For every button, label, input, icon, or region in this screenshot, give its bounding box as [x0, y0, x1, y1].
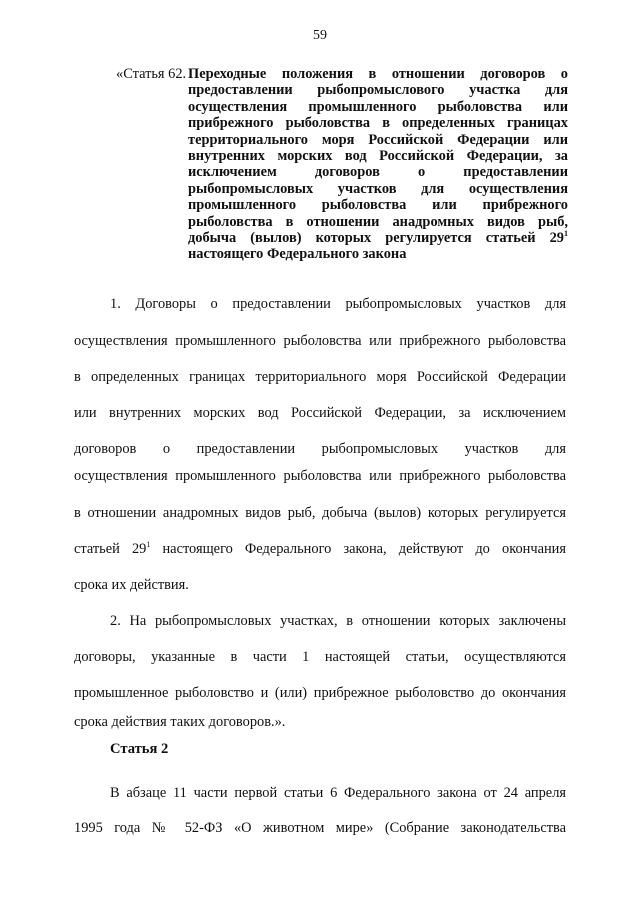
paragraph-1-line: срока их действия. — [74, 577, 189, 593]
paragraph-1-line: в определенных границах территориального моря Российской Федерации — [74, 369, 566, 385]
title-line — [188, 230, 568, 246]
paragraph-2-line: договоры, указанные в части 1 настоящей статьи, осуществляются — [74, 649, 566, 665]
paragraph-2-line: промышленное рыболовство и (или) прибрежное рыболовство до окончания — [74, 685, 566, 701]
article-2-line: В абзаце 11 части первой статьи 6 Федерального закона от 24 апреля — [110, 785, 566, 801]
superscript: 1 — [146, 540, 151, 550]
title-line: предоставлении рыбопромыслового участка для — [188, 82, 568, 99]
paragraph-1-line: договоров о предоставлении рыбопромысловых участков для — [74, 441, 566, 457]
title-line: исключением договоров о предоставлении — [188, 164, 568, 181]
article-62-lead: «Статья 62. — [116, 66, 187, 82]
paragraph-1-line — [74, 541, 566, 558]
paragraph-1-text: статьей 29 — [74, 541, 147, 557]
title-line: промышленного рыболовства или прибрежного — [188, 197, 568, 214]
article-2-line: 1995 года № 52-ФЗ «О животном мире» (Собрание законодательства — [74, 820, 566, 836]
title-line: внутренних морских вод Российской Федерации, за — [188, 148, 568, 165]
title-line: прибрежного рыболовства в определенных границах — [188, 115, 568, 132]
paragraph-1-line: осуществления промышленного рыболовства или прибрежного рыболовства — [74, 468, 566, 484]
paragraph-1-line: осуществления промышленного рыболовства или прибрежного рыболовства — [74, 333, 566, 349]
title-line: рыболовства в отношении анадромных видов рыб, — [188, 213, 568, 230]
paragraph-1-line: в отношении анадромных видов рыб, добыча (вылов) которых регулируется — [74, 505, 566, 521]
title-line: рыбопромысловых участков для осуществления — [188, 180, 568, 197]
superscript: 1 — [564, 229, 568, 239]
article-2-heading: Статья 2 — [110, 741, 169, 757]
paragraph-1-line: 1. Договоры о предоставлении рыбопромысловых участков для — [110, 296, 566, 312]
paragraph-2-line: 2. На рыбопромысловых участках, в отношении которых заключены — [110, 613, 566, 629]
page-number: 59 — [313, 28, 327, 43]
article-62-title — [188, 66, 568, 263]
paragraph-1-text: настоящего Федерального закона, действуют до окончания — [150, 541, 567, 557]
title-line: территориального моря Российской Федерации или — [188, 131, 568, 148]
title-line: Переходные положения в отношении договоров о — [188, 66, 568, 82]
title-line: осуществления промышленного рыболовства или — [188, 98, 568, 115]
title-line-text: добыча (вылов) которых регулируется статьей 29 — [188, 230, 564, 247]
title-line: настоящего Федерального закона — [188, 246, 407, 263]
article-62-heading — [116, 66, 568, 263]
paragraph-1-line: или внутренних морских вод Российской Федерации, за исключением — [74, 405, 566, 421]
paragraph-2-line: срока действия таких договоров.». — [74, 714, 286, 730]
